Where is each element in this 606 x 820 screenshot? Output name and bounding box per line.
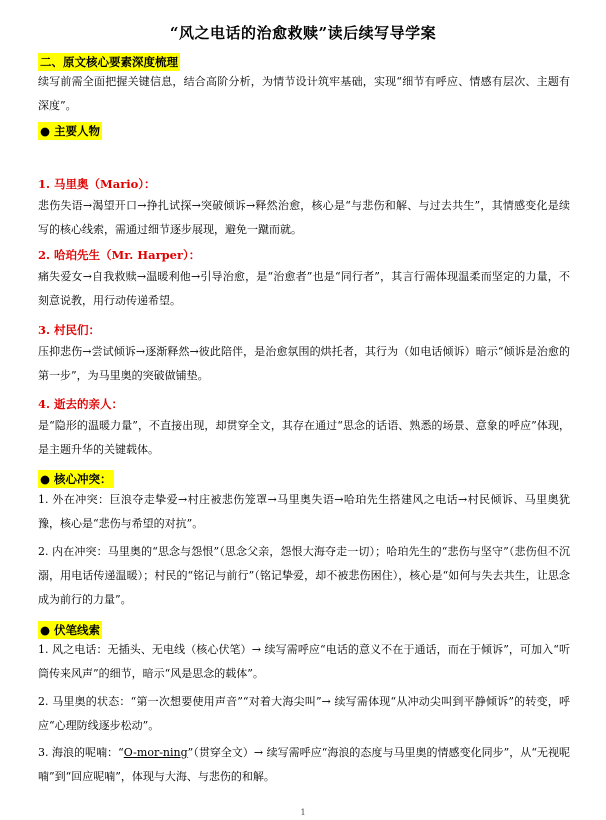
foreshadow-item [38, 638, 570, 686]
character-name: 1. 马里奥（Mario）： [38, 177, 156, 191]
character-description [38, 414, 570, 462]
character-name: 3. 村民们： [38, 323, 101, 337]
section-heading: 二、原文核心要素深度梳理 [40, 55, 178, 69]
character-text: 痛失爱女→自我救赎→温暖利他→引导治愈，是“治愈者”也是“同行者”，其言行需体现温柔而坚定的力量，不刻意说教，用行动传递希望。 [38, 270, 570, 307]
character-name: 4. 逝去的亲人： [38, 397, 124, 411]
page-title: “风之电话的治愈救赎”读后续写导学案 [169, 24, 437, 42]
character-description [38, 265, 570, 313]
character-description [38, 340, 570, 388]
foreshadow-item [38, 741, 570, 789]
character-text: 是“隐形的温暖力量”，不直接出现，却贯穿全文，其存在通过“思念的话语、熟悉的场景、意象的呼应”体现，是主题升华的关键载体。 [38, 419, 570, 456]
foreshadow-text: 2. 马里奥的状态：“第一次想要使用声音”“对着大海尖叫”→ 续写需体现“从冲动尖叫到平静倾诉”的转变，呼应“心理防线逐步松动”。 [38, 695, 570, 732]
item3-prefix: 3. 海浪的呢喃：“ [38, 746, 124, 759]
character-name-row [38, 322, 570, 339]
character-text: 压抑悲伤→尝试倾诉→逐渐释然→彼此陪伴，是治愈氛围的烘托者，其行为（如电话倾诉）暗示“倾诉是治愈的第一步”，为马里奥的突破做铺垫。 [38, 345, 570, 382]
item3-underlined-word: O-mor-ning [123, 746, 188, 759]
item3-suffix: ”（贯穿全文）→ 续写需呼应“海浪的态度与马里奥的情感变化同步”，从“无视呢喃”到“回应呢喃”，体现与大海、与悲伤的和解。 [38, 746, 570, 783]
intro-paragraph: 续写前需全面把握关键信息，结合高阶分析，为情节设计筑牢基础，实现“细节有呼应、情感有层次、主题有深度”。 [38, 75, 570, 112]
conflict-heading-row [38, 470, 570, 488]
character-description [38, 194, 570, 242]
foreshadow-heading-row [38, 621, 570, 639]
conflict-text: 2. 内在冲突：马里奥的“思念与怨恨”（思念父亲，怨恨大海夺走一切）；哈珀先生的“悲伤与坚守”（悲伤但不沉溺，用电话传递温暖）；村民的“铭记与前行”（铭记挚爱，却不被悲伤困住），核心是“如何与失去共生，让思念成为前行的力量”。 [38, 545, 570, 606]
foreshadow-text: 1. 风之电话：无插头、无电线（核心伏笔）→ 续写需呼应“电话的意义不在于通话，而在于倾诉”，可加入“听筒传来风声”的细节，暗示“风是思念的载体”。 [38, 643, 570, 680]
page-number: 1 [300, 808, 306, 817]
section-heading-row [38, 53, 570, 71]
characters-heading-row [38, 122, 570, 140]
characters-heading: ● 主要人物 [40, 124, 101, 138]
character-name-row [38, 176, 570, 193]
foreshadow-heading: ● 伏笔线索 [40, 623, 101, 637]
conflict-item [38, 540, 570, 612]
character-name-row [38, 247, 570, 264]
conflict-text: 1. 外在冲突：巨浪夺走挚爱→村庄被悲伤笼罩→马里奥失语→哈珀先生搭建风之电话→村民倾诉、马里奥犹豫，核心是“悲伤与希望的对抗”。 [38, 493, 570, 530]
section-intro [38, 70, 570, 118]
character-text: 悲伤失语→渴望开口→挣扎试探→突破倾诉→释然治愈，核心是“与悲伤和解、与过去共生”，其情感变化是续写的核心线索，需通过细节逐步展现，避免一蹴而就。 [38, 199, 570, 236]
foreshadow-text [38, 741, 570, 789]
character-name-row [38, 396, 570, 413]
foreshadow-item [38, 690, 570, 738]
character-name: 2. 哈珀先生（Mr. Harper）： [38, 248, 201, 262]
conflict-heading: ● 核心冲突： [40, 472, 112, 486]
conflict-item [38, 488, 570, 536]
